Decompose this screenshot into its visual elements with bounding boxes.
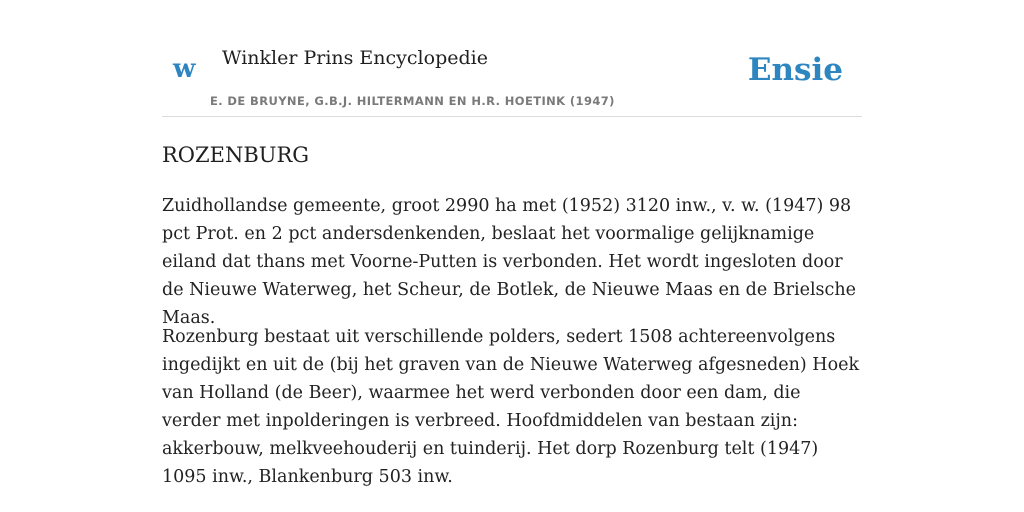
entry-paragraph-1: Zuidhollandse gemeente, groot 2990 ha met (1952) 3120 inw., v. w. (1947) 98 pct Prot. en 2 pct andersdenkenden, beslaat het voormalige gelijknamige eiland dat thans met Voorne-Putten is verbonden. Het wordt ingesloten door de Nieuwe Waterweg, het Scheur, de Botlek, de Nieuwe Maas en de Brielsche Maas. [162, 196, 856, 328]
publication-header [162, 0, 862, 117]
publication-title[interactable]: Winkler Prins Encyclopedie [222, 47, 488, 69]
publication-authors: E. DE BRUYNE, G.B.J. HILTERMANN EN H.R. HOETINK (1947) [210, 94, 615, 108]
entry-title: ROZENBURG [162, 143, 310, 167]
entry-paragraph-2: Rozenburg bestaat uit verschillende polders, sedert 1508 achtereenvolgens ingedijkt en uit de (bij het graven van de Nieuwe Waterweg afgesneden) Hoek van Holland (de Beer), waarmee het werd verbonden door een dam, die verder met inpolderingen is verbreed. Hoofdmiddelen van bestaan zijn: akkerbouw, melkveehouderij en tuinderij. Het dorp Rozenburg telt (1947) 1095 inw., Blankenburg 503 inw. [162, 327, 860, 487]
page [162, 0, 862, 487]
winkler-prins-logo[interactable]: w [173, 54, 196, 84]
ensie-logo[interactable]: Ensie [747, 52, 843, 88]
